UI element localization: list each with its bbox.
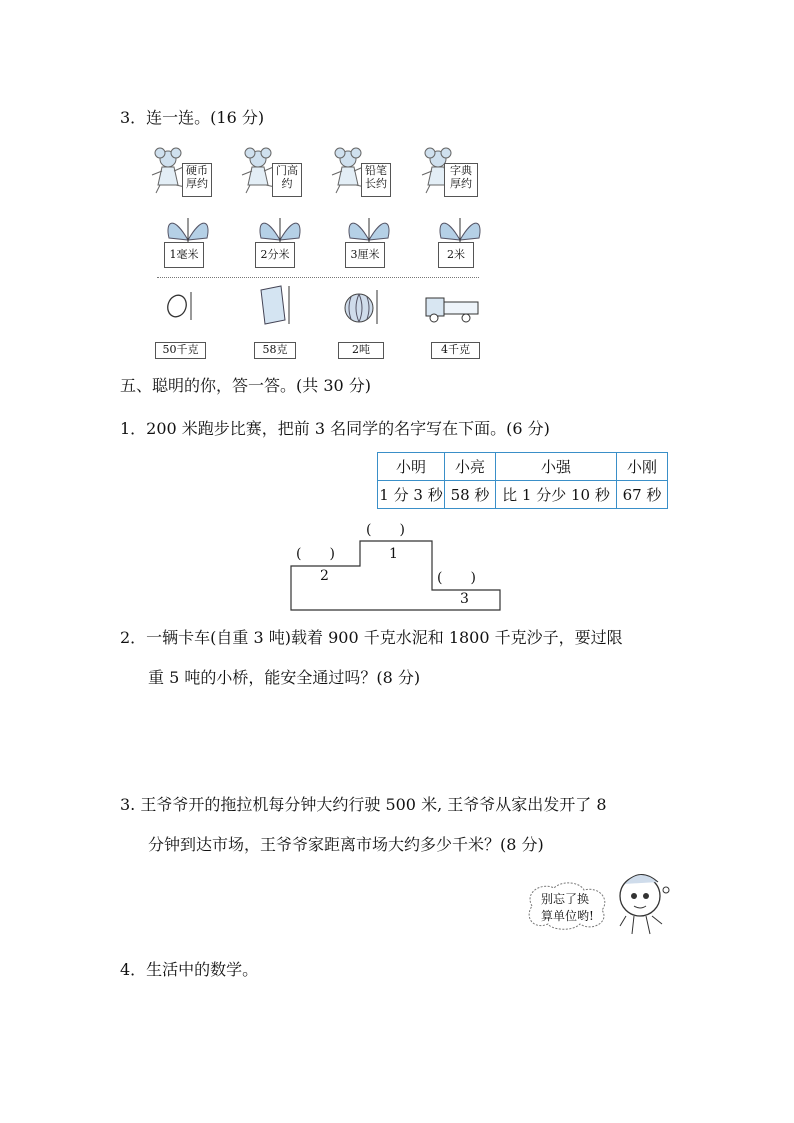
answer-blank-first[interactable]: ( )	[366, 522, 405, 538]
answer-blank-second[interactable]: ( )	[296, 546, 335, 562]
question-4: 4．生活中的数学。	[120, 960, 259, 979]
podium-first-label: 1	[389, 546, 398, 562]
length-card: 2米	[438, 242, 474, 268]
butterfly-icon	[344, 214, 394, 244]
animal-card: 门高 约	[272, 163, 302, 197]
animal-card: 字典 厚约	[444, 163, 478, 197]
animal-card: 硬币 厚约	[182, 163, 212, 197]
question-2-line1: 2．一辆卡车(自重 3 吨)载着 900 千克水泥和 1800 千克沙子，要过限	[120, 628, 623, 647]
podium-second-label: 2	[320, 568, 329, 584]
weight-card: 58克	[254, 342, 296, 359]
table-row	[378, 453, 668, 481]
animal-card: 铅笔 长约	[361, 163, 391, 197]
table-cell: 小强	[496, 453, 617, 481]
truck-icon	[424, 290, 480, 324]
length-card: 3厘米	[345, 242, 385, 268]
cartoon-character-icon	[612, 866, 672, 938]
weight-card: 2吨	[338, 342, 384, 359]
question-1: 1．200 米跑步比赛，把前 3 名同学的名字写在下面。(6 分)	[120, 419, 550, 438]
hint-line1: 别忘了换	[541, 892, 590, 906]
table-cell: 比 1 分少 10 秒	[496, 481, 617, 509]
butterfly-icon	[255, 214, 305, 244]
table-cell: 1 分 3 秒	[378, 481, 445, 509]
length-card: 2分米	[255, 242, 295, 268]
hint-line2: 算单位哟!	[541, 909, 594, 923]
weight-card: 4千克	[431, 342, 480, 359]
butterfly-icon	[435, 214, 485, 244]
results-table	[377, 452, 668, 509]
egg-icon	[165, 290, 195, 322]
table-cell: 58 秒	[445, 481, 496, 509]
dotted-divider	[157, 277, 479, 278]
table-cell: 小刚	[617, 453, 668, 481]
question-3b-line1: 3. 王爷爷开的拖拉机每分钟大约行驶 500 米, 王爷爷从家出发开了 8	[120, 795, 607, 814]
weight-card: 50千克	[155, 342, 206, 359]
q3-title: 3．连一连。(16 分)	[120, 108, 265, 127]
podium-third-label: 3	[460, 591, 469, 607]
length-card: 1毫米	[164, 242, 204, 268]
section-title: 五、聪明的你，答一答。(共 30 分)	[120, 376, 372, 395]
table-cell: 67 秒	[617, 481, 668, 509]
question-2-line2: 重 5 吨的小桥，能安全通过吗？(8 分)	[148, 668, 421, 687]
watermelon-icon	[343, 288, 383, 326]
answer-blank-third[interactable]: ( )	[437, 570, 476, 586]
question-3b-line2: 分钟到达市场，王爷爷家距离市场大约多少千米？(8 分)	[148, 835, 544, 854]
speech-bubble	[522, 880, 612, 932]
butterfly-icon	[163, 214, 213, 244]
table-cell: 小明	[378, 453, 445, 481]
table-row	[378, 481, 668, 509]
table-cell: 小亮	[445, 453, 496, 481]
flour-bag-icon	[255, 284, 295, 326]
